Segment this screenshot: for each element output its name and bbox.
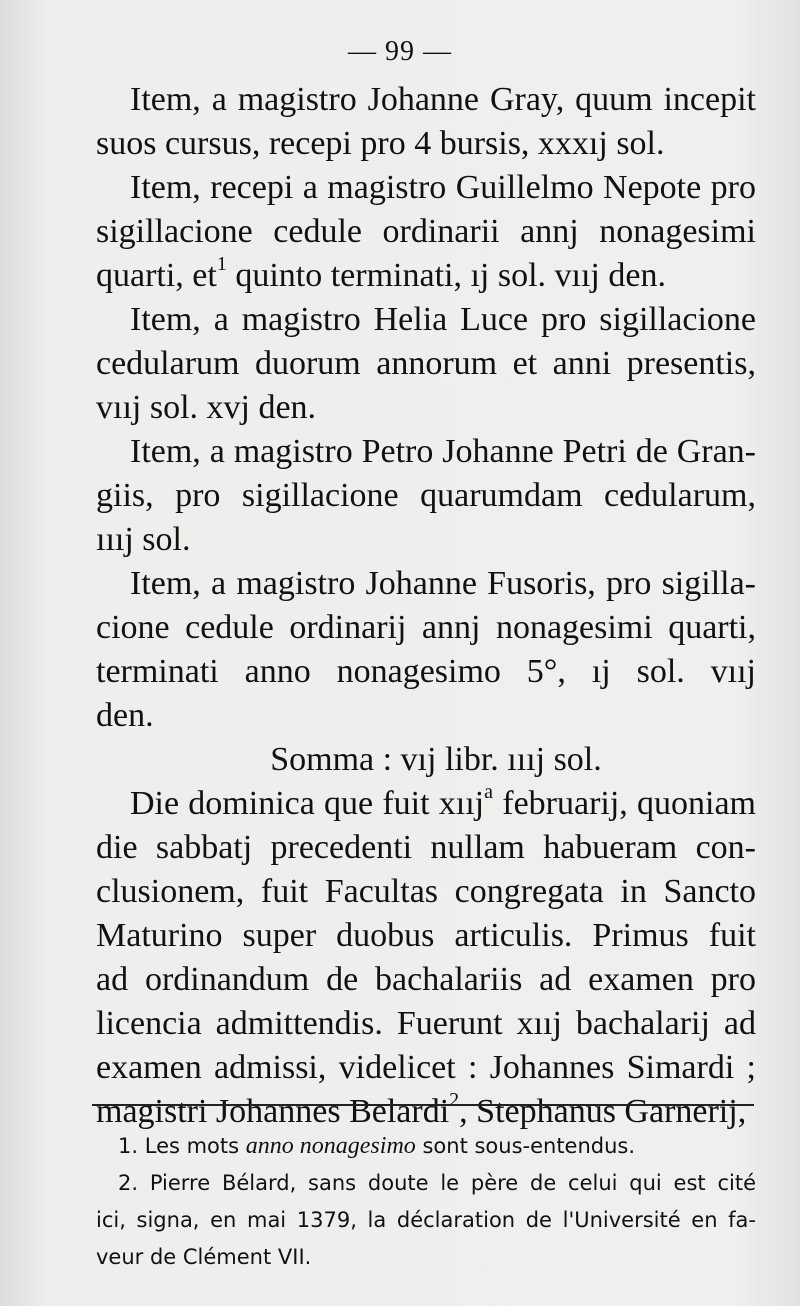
text-line: suos cursus, recepi pro 4 bursis, xxxıj sol.: [96, 125, 665, 162]
text-fragment: quarti, et: [96, 257, 217, 294]
text-fragment: magistri Johannes Belardi: [96, 1093, 450, 1130]
footnote-2-line: veur de Clément VII.: [96, 1245, 312, 1269]
text-line: examen admissi, videlicet : Johannes Simardi ;: [96, 1049, 756, 1086]
text-line: giis, pro sigillacione quarumdam cedularum,: [96, 477, 756, 514]
text-line: ad ordinandum de bachalariis ad examen pro: [96, 961, 756, 998]
page-number: — 99 —: [348, 36, 452, 67]
footnote-number: 1.: [118, 1134, 139, 1158]
footnote-marker-2: 2: [449, 1088, 460, 1111]
text-line: [96, 254, 756, 298]
text-line: den.: [96, 697, 154, 734]
footnote-1: [96, 1128, 756, 1165]
footnote-divider: [92, 1104, 754, 1106]
text-line: vııj sol. xvj den.: [96, 389, 317, 426]
text-line: cione cedule ordinarij annj nonagesimi quarti,: [96, 609, 756, 646]
text-fragment: februarij, quoniam: [502, 785, 756, 822]
footnote-marker-1: 1: [216, 252, 227, 275]
text-line: Item, recepi a magistro Guillelmo Nepote pro: [130, 169, 756, 206]
text-line: die sabbatj precedenti nullam habueram con-: [96, 829, 756, 866]
main-text: [96, 78, 756, 1134]
footnote-2-line: ici, signa, en mai 1379, la déclaration de l'Université en fa-: [96, 1208, 756, 1232]
text-line: Item, a magistro Petro Johanne Petri de Gran-: [130, 433, 756, 470]
text-line: Item, a magistro Helia Luce pro sigillacione: [130, 301, 756, 338]
superscript-a: a: [484, 780, 494, 803]
text-line: licencia admittendis. Fuerunt xııj bachalarij ad: [96, 1005, 756, 1042]
footnote-italic: anno nonagesimo: [245, 1133, 416, 1159]
text-line: ıııj sol.: [96, 521, 191, 558]
text-line: [96, 782, 756, 826]
text-fragment: quinto terminati, ıj sol. vııj den.: [235, 257, 666, 294]
text-line: Item, a magistro Johanne Gray, quum incepit: [130, 81, 756, 118]
text-line: Item, a magistro Johanne Fusoris, pro sigilla-: [130, 565, 756, 602]
text-fragment: Die dominica que fuit xııj: [130, 785, 485, 822]
text-line: terminati anno nonagesimo 5°, ıj sol. vııj: [96, 653, 756, 690]
text-line: sigillacione cedule ordinarii annj nonagesimi: [96, 213, 756, 250]
footnote-text: Les mots: [144, 1134, 240, 1158]
footnotes: [96, 1128, 756, 1276]
text-line: Maturino super duobus articulis. Primus fuit: [96, 917, 756, 954]
footnote-2-line: 2. Pierre Bélard, sans doute le père de celui qui est cité: [118, 1171, 756, 1195]
text-line: clusionem, fuit Facultas congregata in Sancto: [96, 873, 756, 910]
text-fragment: , Stephanus Garnerij,: [459, 1093, 747, 1130]
sum-line: Somma : vıj libr. ıııj sol.: [270, 741, 602, 778]
text-line: cedularum duorum annorum et anni presentis,: [96, 345, 756, 382]
footnote-text: sont sous-entendus.: [422, 1134, 636, 1158]
